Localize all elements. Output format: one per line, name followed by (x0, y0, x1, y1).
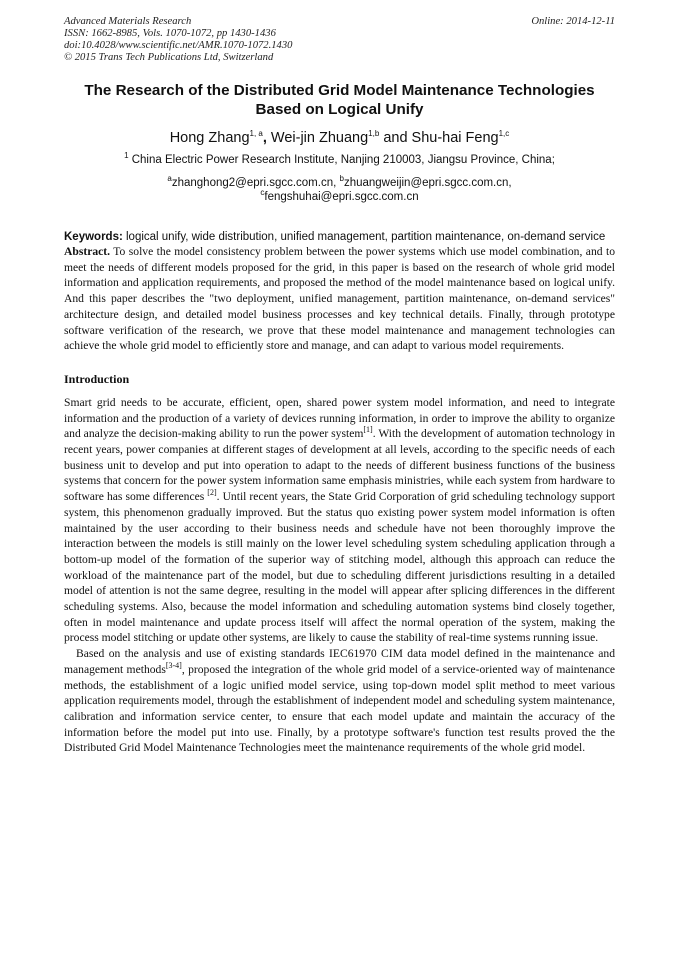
author-1-name: Hong Zhang (169, 130, 250, 146)
email-a-mark: a (167, 174, 172, 184)
keywords (64, 230, 615, 244)
author-list (64, 129, 615, 147)
author-2-affil-mark: 1,b (368, 129, 380, 139)
author-3-name: Shu-hai Feng (411, 130, 499, 146)
email-line-2 (64, 190, 615, 204)
affiliation (64, 153, 615, 167)
author-separator: , (262, 130, 267, 146)
intro-p1-text-c: . Until recent years, the State Grid Corporation of grid scheduling technology support system, this phenomenon gradually improved. But the status quo existing power system model information is often maintained by the user according to their business needs and schedule have not been thoroughly improve the interaction between the models is still mainly on the lower level scheduling system scheduling application through a bottom-up model of the formation of the superior way of stitching model, although this approach can reduce the workload of the maintenance part of the model, but due to scheduling different jurisdictions resulting in a detailed model of attention is not the same degree, resulting in the model will appear after splicing differences in the different scheduling systems. Also, because the model information and scheduling automation systems bind closely together, often in model maintenance and update process itself will affect the normal operation of the system, making the process model stitching or update other systems, are likely to cause the stability of real-time systems running issue. (64, 490, 615, 645)
citation-2: [2] (207, 488, 217, 498)
abstract-label: Abstract. (64, 245, 111, 258)
intro-p2-text-a: Based on the analysis and use of existing standards IEC61970 CIM data model defined in the maintenance and management methods (64, 647, 615, 676)
affiliation-mark: 1 (124, 151, 129, 161)
intro-paragraph-2 (64, 646, 615, 756)
email-line-1 (64, 176, 615, 190)
title-line-2: Based on Logical Unify (255, 101, 424, 118)
email-list (64, 176, 615, 204)
journal-name: Advanced Materials Research (64, 16, 192, 27)
journal-header (64, 16, 615, 64)
intro-p1-text-a: Smart grid needs to be accurate, efficient, open, shared power system model information, and need to integrate information and the production of a variety of devices running information, in order to improve the ability to organize and analyze the decision-making ability to run the power system (64, 395, 615, 441)
title-line-1: The Research of the Distributed Grid Model Maintenance Technologies (84, 82, 595, 99)
author-1-affil-mark: 1, a (249, 129, 263, 139)
section-heading-introduction: Introduction (64, 371, 130, 386)
intro-p2-text-b: , proposed the integration of the whole grid model of a service-oriented way of maintenance methods, the establishment of a logic unified model service, using top-down model split method to meet various application requirements model, through the establishment of independent model and scheduling system maintenance, calibration and information service center, to ensure that each model update and maintain the accuracy of the information before the model put into use. Finally, by a prototype software's function test results proved the the Distributed Grid Model Maintenance Technologies meet the maintenance requirements of the whole grid model. (64, 662, 615, 755)
email-c: fengshuhai@epri.sgcc.com.cn (264, 191, 419, 203)
keywords-label: Keywords: (64, 231, 123, 243)
intro-paragraph-1 (64, 395, 615, 646)
email-b-mark: b (339, 174, 344, 184)
paper-page (64, 16, 615, 756)
email-c-mark: c (260, 188, 265, 198)
author-2-name: Wei-jin Zhuang (266, 130, 369, 146)
author-3-affil-mark: 1,c (498, 129, 510, 139)
issn-line: ISSN: 1662-8985, Vols. 1070-1072, pp 1430-1436 (64, 28, 276, 39)
author-and: and (379, 130, 412, 146)
citation-3-4: [3-4] (165, 661, 182, 671)
email-b: zhuangweijin@epri.sgcc.com.cn, (343, 177, 512, 189)
email-a: zhanghong2@epri.sgcc.com.cn, (171, 177, 340, 189)
affiliation-text: China Electric Power Research Institute, Nanjing 210003, Jiangsu Province, China; (128, 154, 555, 166)
copyright-line: © 2015 Trans Tech Publications Ltd, Switzerland (64, 52, 274, 63)
abstract-text: To solve the model consistency problem between the power systems which use model combination, and to meet the needs of different models proposed for the grid, in this paper is based on the research of whole grid model information and application requirements, and proposed the method of the model maintenance based on logical unify. And this paper describes the "two deployment, unified management, partition maintenance, on-demand services" architecture design, and detailed model business processes and key technical details. Finally, through prototype software verification of the research, we prove that these model maintenance and management technologies can achieve the whole grid model to efficiently store and manage, and can adapt to various model requirements. (64, 245, 615, 353)
doi-line: doi:10.4028/www.scientific.net/AMR.1070-1072.1430 (64, 40, 293, 51)
online-date: Online: 2014-12-11 (531, 16, 615, 27)
citation-1: [1] (363, 425, 373, 435)
paper-title (64, 81, 615, 119)
intro-p1-text-b: . With the development of automation technology in recent years, power companies at different stages of development at all levels, according to the specific needs of each business unit to develop and put into operation to adapt to the needs of different business functions of the business systems that concern for the power system information same emphasis ministries, while each system from hardware to software has some differences (64, 427, 616, 504)
abstract (64, 244, 615, 354)
keywords-text: logical unify, wide distribution, unified management, partition maintenance, on-demand service (122, 231, 606, 243)
